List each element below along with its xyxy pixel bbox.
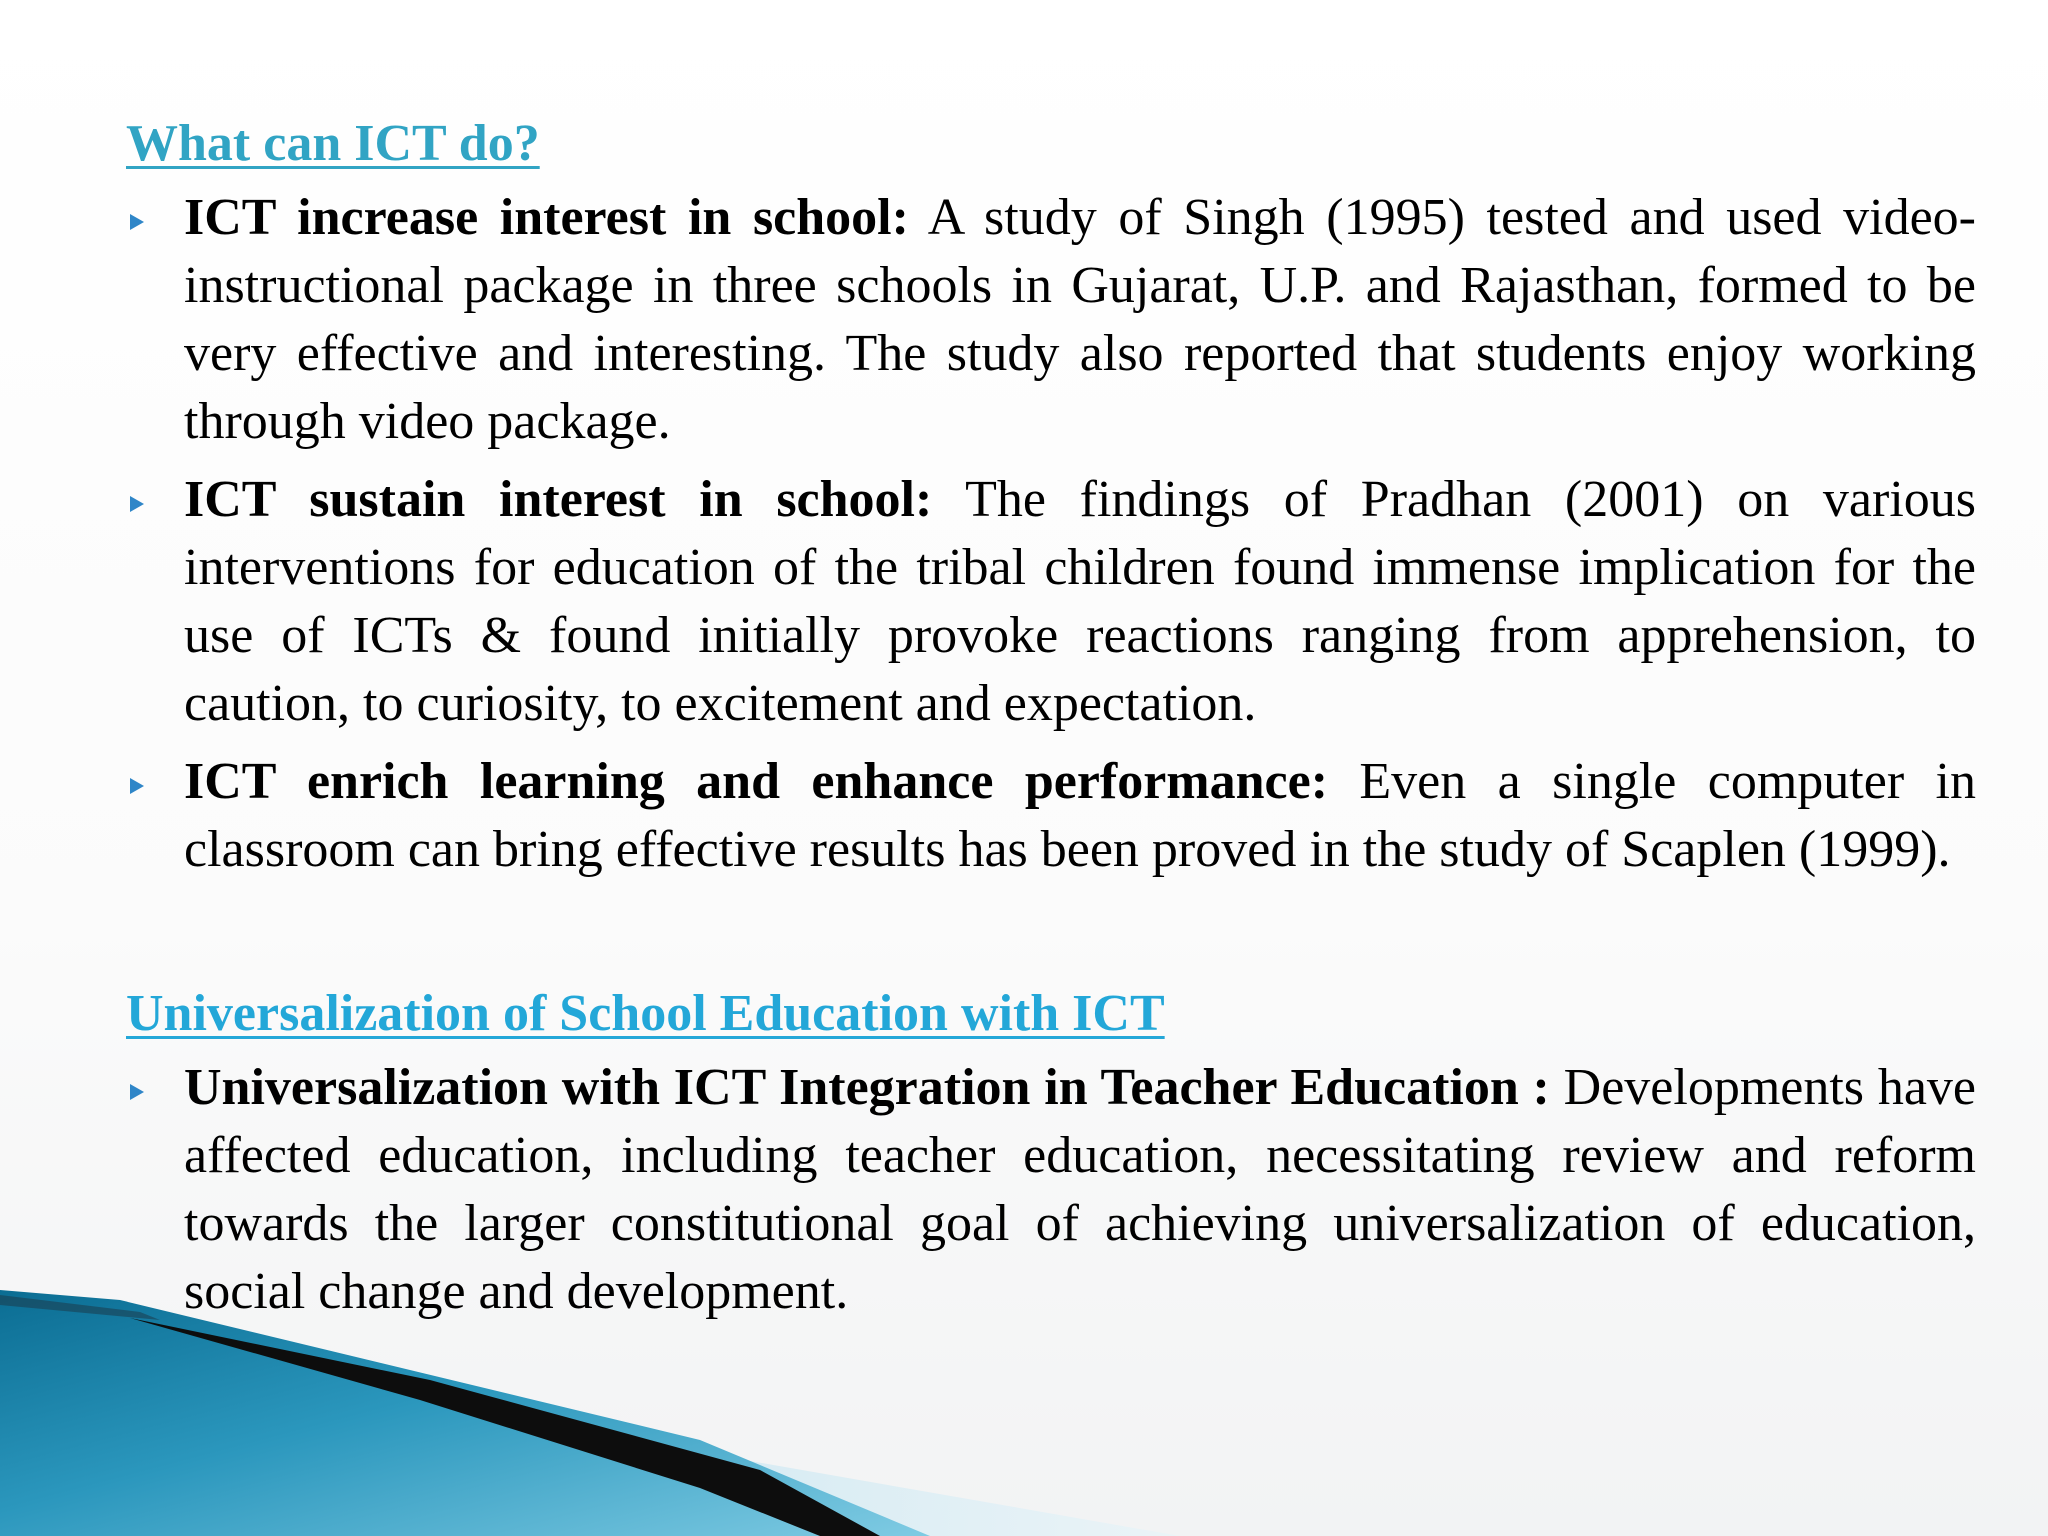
bullet-text (184, 748, 1976, 884)
bullet-body: A study of Singh (1995) tested and used video-instructional package in three schools in Gujarat, U.P. and Rajasthan, formed to be very effective and interesting. The study also reported that students enjoy working through video package. (184, 189, 1976, 450)
bullet-text (184, 1054, 1976, 1326)
section-what-can-ict-do (126, 104, 1976, 884)
bullet-lead: ICT sustain interest in school: (184, 471, 933, 528)
section-heading: Universalization of School Education with ICT (126, 985, 1165, 1042)
slide-content (126, 104, 1976, 1336)
triangle-bullet-icon (130, 496, 144, 512)
bullet-body: Developments have affected education, including teacher education, necessitating review and reform towards the larger constitutional goal of achieving universalization of education, social change and development. (184, 1059, 1976, 1320)
bullet-text (184, 184, 1976, 456)
bullet-item (126, 1054, 1976, 1326)
bullet-lead: ICT increase interest in school: (184, 189, 909, 246)
bullet-item (126, 748, 1976, 884)
bullet-lead: ICT enrich learning and enhance performance: (184, 753, 1329, 810)
section-heading: What can ICT do? (126, 115, 540, 172)
triangle-bullet-icon (130, 1084, 144, 1100)
bullet-text (184, 466, 1976, 738)
section-universalization (126, 974, 1976, 1326)
bullet-list (126, 184, 1976, 884)
bullet-lead: Universalization with ICT Integration in Teacher Education : (184, 1059, 1550, 1116)
section-spacer (126, 894, 1976, 974)
bullet-list (126, 1054, 1976, 1326)
triangle-bullet-icon (130, 214, 144, 230)
bullet-item (126, 466, 1976, 738)
bullet-body: The findings of Pradhan (2001) on various interventions for education of the tribal children found immense implication for the use of ICTs & found initially provoke reactions ranging from apprehension, to caution, to curiosity, to excitement and expectation. (184, 471, 1977, 732)
triangle-bullet-icon (130, 778, 144, 794)
bullet-body: Even a single computer in classroom can bring effective results has been proved in the study of Scaplen (1999). (184, 753, 1976, 878)
bullet-item (126, 184, 1976, 456)
